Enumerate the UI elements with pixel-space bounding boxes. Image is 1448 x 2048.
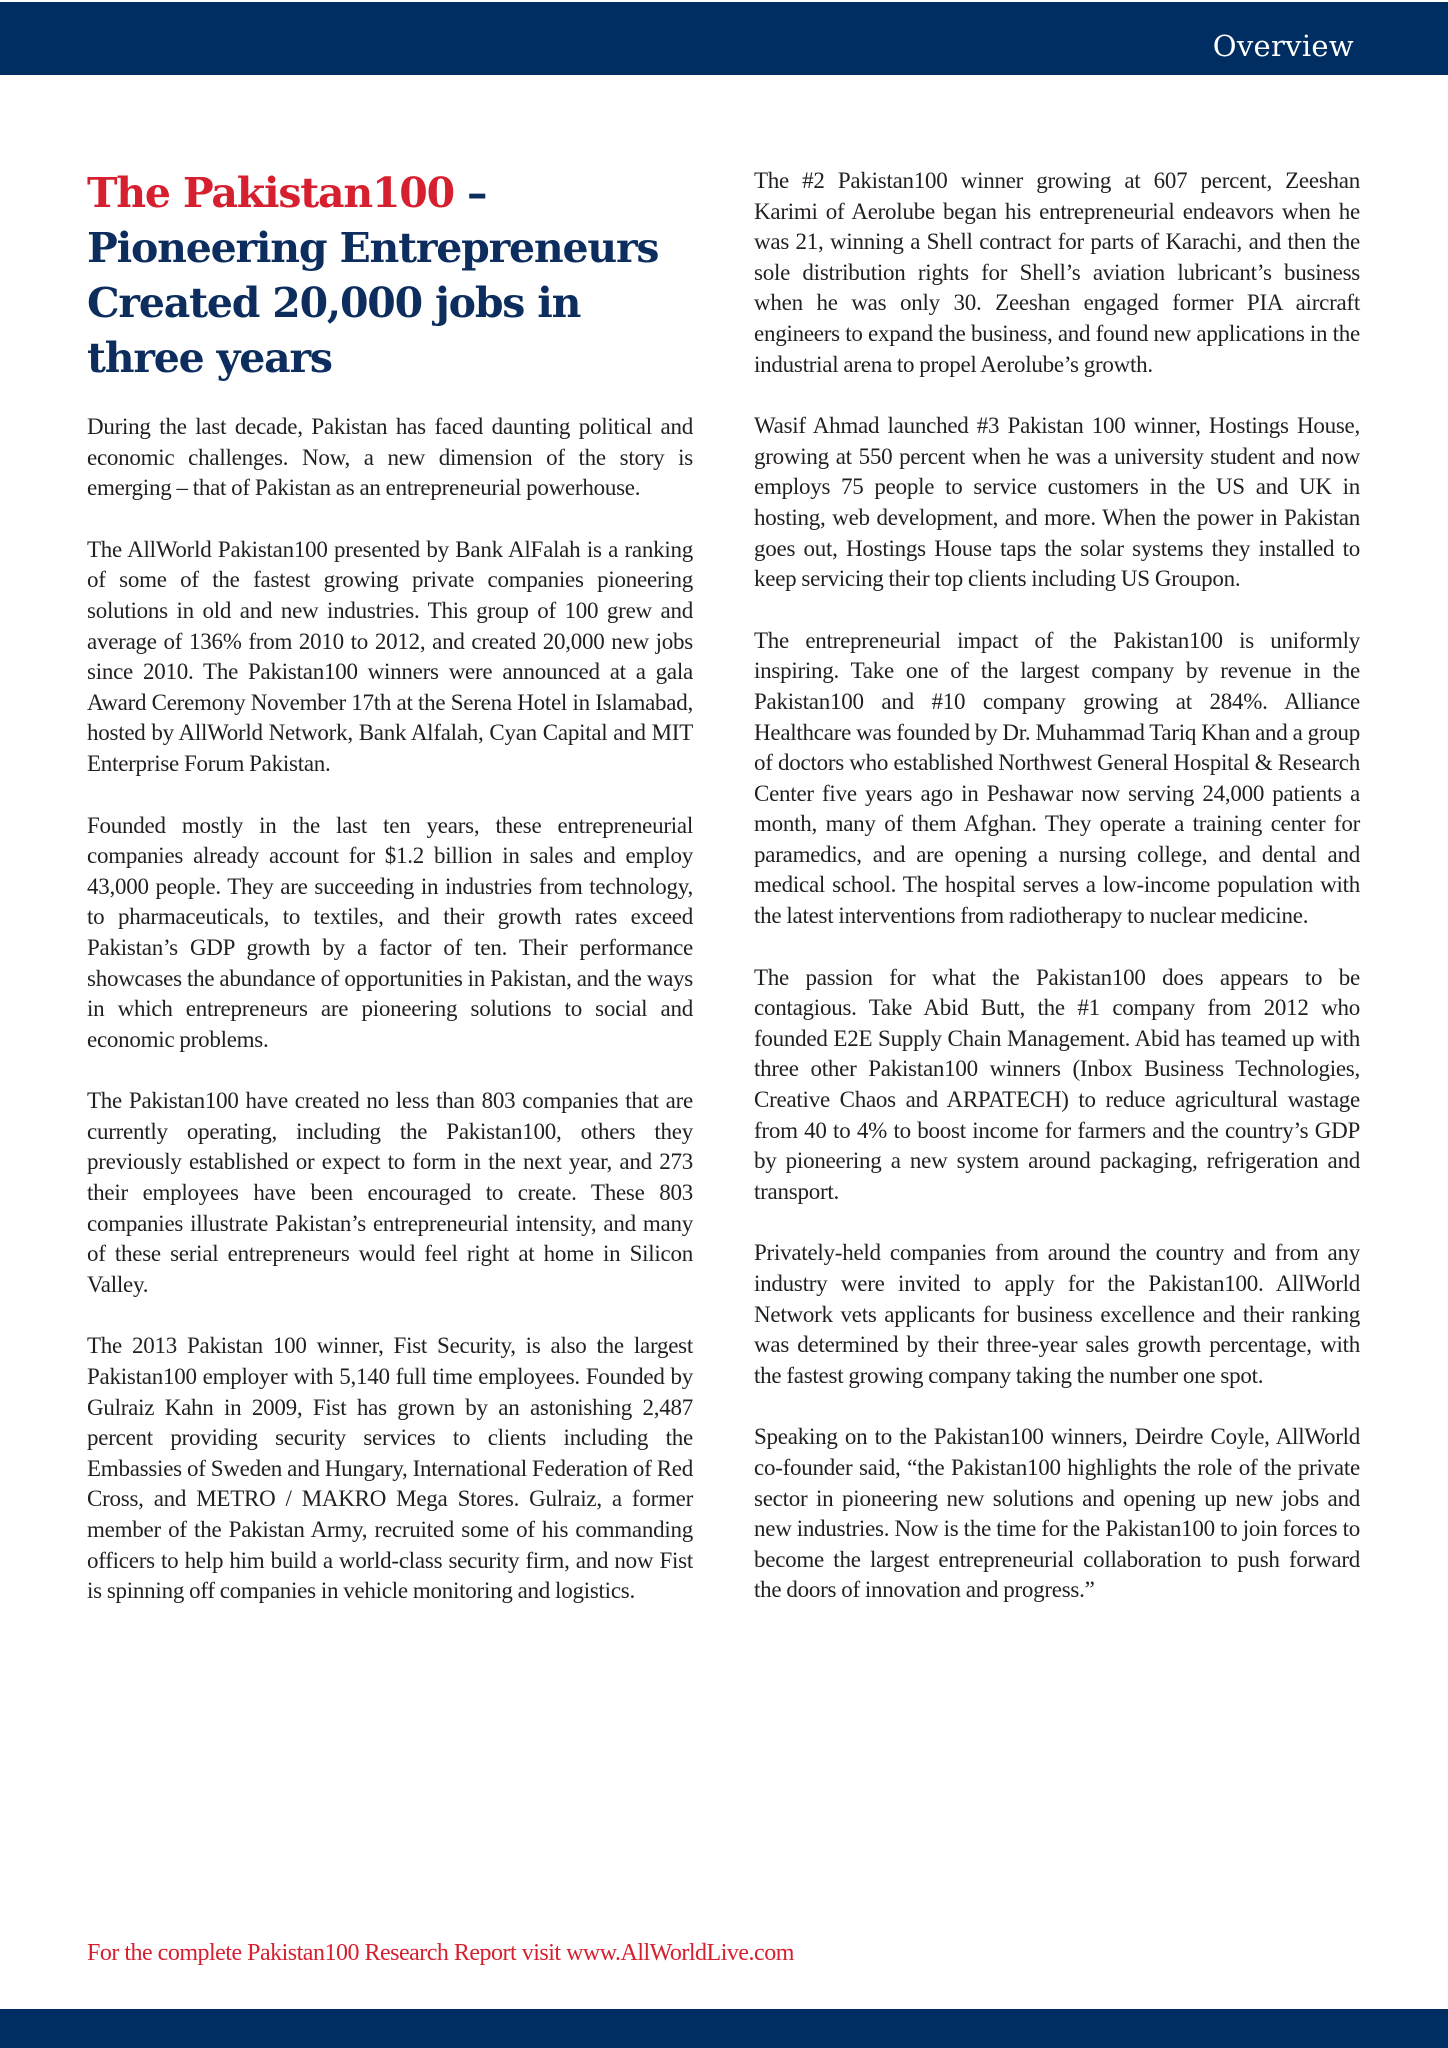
footer-bar (0, 2009, 1448, 2048)
header-bar (0, 2, 1448, 75)
right-column (754, 166, 1360, 1637)
left-column (87, 166, 693, 1638)
body-paragraph: Founded mostly in the last ten years, these entrepreneurial companies already account for $1.2 billion in sales and employ 43,000 people. They are succeeding in industries from technology, to pharmaceuticals, to textiles, and their growth rates exceed Pakistan’s GDP growth by a factor of ten. Their performance showcases the abundance of opportunities in Pakistan, and the ways in which entrepreneurs are pioneering solutions to social and economic problems. (87, 812, 693, 1052)
section-label: Overview (1212, 29, 1354, 63)
article-title (87, 166, 693, 386)
body-paragraph: Wasif Ahmad launched #3 Pakistan 100 winner, Hostings House, growing at 550 percent when he was a university student and now employs 75 people to service customers in the US and UK in hosting, web development, and more. When the power in Pakistan goes out, Hostings House taps the solar systems they installed to keep servicing their top clients including US Groupon. (754, 413, 1360, 592)
title-rest: Pioneering Entrepreneurs Created 20,000 jobs in three years (87, 224, 659, 382)
body-paragraph: During the last decade, Pakistan has faced daunting political and economic challenges. Now, a new dimension of the story is emerging – that of Pakistan as an entrepreneurial powerhouse. (87, 414, 693, 501)
title-dash: – (453, 169, 487, 217)
body-paragraph: The Pakistan100 have created no less than 803 companies that are currently operating, including the Pakistan100, others they previously established or expect to form in the next year, and 273 their employees have been encouraged to create. These 803 companies illustrate Pakistan’s entrepreneurial intensity, and many of these serial entrepreneurs would feel right at home in Silicon Valley. (87, 1088, 693, 1297)
body-paragraph: The AllWorld Pakistan100 presented by Bank AlFalah is a ranking of some of the fastest growing private companies pioneering solutions in old and new industries. This group of 100 grew and average of 136% from 2010 to 2012, and created 20,000 new jobs since 2010. The Pakistan100 winners were announced at a gala Award Ceremony November 17th at the Serena Hotel in Islamabad, hosted by AllWorld Network, Bank Alfalah, Cyan Capital and MIT Enterprise Forum Pakistan. (87, 536, 693, 776)
research-report-link[interactable]: For the complete Pakistan100 Research Report visit www.AllWorldLive.com (87, 1940, 794, 1966)
title-highlight: The Pakistan100 (87, 169, 454, 217)
body-paragraph: The #2 Pakistan100 winner growing at 607 percent, Zeeshan Karimi of Aerolube began his entrepreneurial endeavors when he was 21, winning a Shell contract for parts of Karachi, and then the sole distribution rights for Shell’s aviation lubricant’s business when he was only 30. Zeeshan engaged former PIA aircraft engineers to expand the business, and found new applications in the industrial arena to propel Aerolube’s growth. (754, 168, 1360, 377)
body-paragraph: The 2013 Pakistan 100 winner, Fist Security, is also the largest Pakistan100 employer with 5,140 full time employees. Founded by Gulraiz Kahn in 2009, Fist has grown by an astonishing 2,487 percent providing security services to clients including the Embassies of Sweden and Hungary, International Federation of Red Cross, and METRO / MAKRO Mega Stores. Gulraiz, a former member of the Pakistan Army, recruited some of his commanding officers to help him build a world-class security firm, and now Fist is spinning off companies in vehicle monitoring and logistics. (87, 1333, 693, 1604)
body-paragraph: The passion for what the Pakistan100 does appears to be contagious. Take Abid Butt, the #1 company from 2012 who founded E2E Supply Chain Management. Abid has teamed up with three other Pakistan100 winners (Inbox Business Technologies, Creative Chaos and ARPATECH) to reduce agricultural wastage from 40 to 4% to boost income for farmers and the country’s GDP by pioneering a new system around packaging, refrigeration and transport. (754, 964, 1360, 1204)
body-paragraph: Privately-held companies from around the country and from any industry were invited to apply for the Pakistan100. AllWorld Network vets applicants for business excellence and their ranking was determined by their three-year sales growth percentage, with the fastest growing company taking the number one spot. (754, 1240, 1360, 1388)
body-paragraph: Speaking on to the Pakistan100 winners, Deirdre Coyle, AllWorld co-founder said, “the Pakistan100 highlights the role of the private sector in pioneering new solutions and opening up new jobs and new industries. Now is the time for the Pakistan100 to join forces to become the largest entrepreneurial collaboration to push forward the doors of innovation and progress.” (754, 1424, 1360, 1603)
body-paragraph: The entrepreneurial impact of the Pakistan100 is uniformly inspiring. Take one of the largest company by revenue in the Pakistan100 and #10 company growing at 284%. Alliance Healthcare was founded by Dr. Muhammad Tariq Khan and a group of doctors who established Northwest General Hospital & Research Center five years ago in Peshawar now serving 24,000 patients a month, many of them Afghan. They operate a training center for paramedics, and are opening a nursing college, and dental and medical school. The hospital serves a low-income population with the latest interventions from radiotherapy to nuclear medicine. (754, 627, 1360, 929)
